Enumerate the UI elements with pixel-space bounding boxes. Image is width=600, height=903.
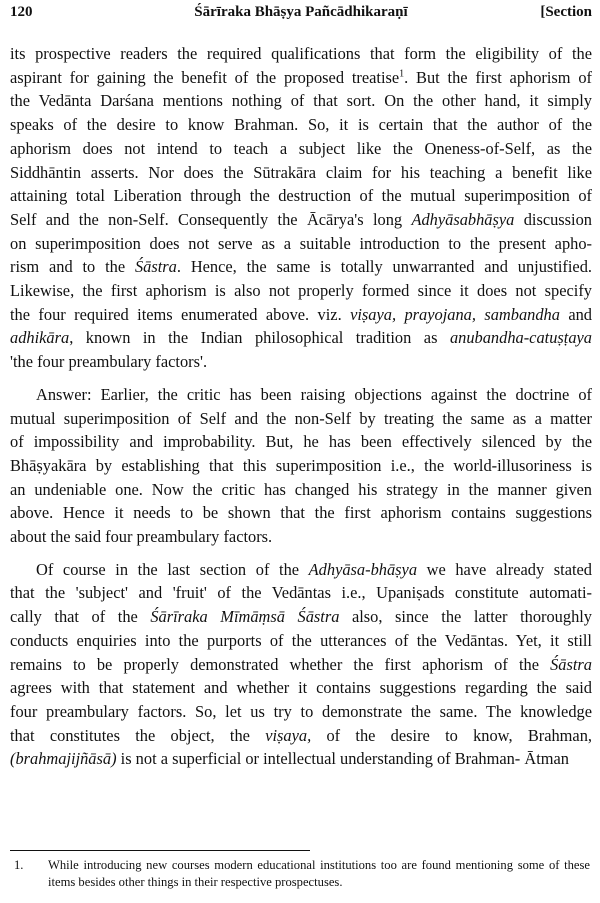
footnote-text: While introducing new courses modern educational institutions too are found mentioning some of these items besides other things in their respective prospectuses. <box>48 858 590 889</box>
text-line: the Vedānta Darśana mentions nothing of that sort. On the other hand, it simply <box>10 91 592 111</box>
paragraph <box>10 42 592 374</box>
text-line: Likewise, the first aphorism is also not properly formed since it does not specify <box>10 281 592 301</box>
text-line: that constitutes the object, the viṣaya, of the desire to know, Brahman, <box>10 725 592 745</box>
text-line: Siddhāntin asserts. Nor does the Sūtrakāra claim for his teaching a benefit like <box>10 162 592 182</box>
text-line: cally that of the Śārīraka Mīmāṃsā Śāstra also, since the latter thoroughly <box>10 607 593 627</box>
paragraph <box>10 383 592 549</box>
page-number: 120 <box>10 4 33 20</box>
text-line: aspirant for gaining the benefit of the proposed treatise$^1$. But the first aphorism of <box>10 67 592 87</box>
text-line: mutual superimposition of Self and the non-Self by treating the same as a matter <box>10 408 592 428</box>
footnote-number: 1. <box>14 858 24 872</box>
text-line: 'the four preambulary factors'. <box>10 352 208 372</box>
section-label: [Section <box>540 4 592 20</box>
text-line: agrees with that statement and whether it contains suggestions regarding the said <box>10 678 592 698</box>
text-line: remains to be properly demonstrated whether the first aphorism of the Śāstra <box>10 654 592 674</box>
text-line: aphorism does not intend to teach a subject like the Oneness-of-Self, as the <box>10 138 592 158</box>
text-line: of impossibility and improbability. But, he has been effectively silenced by the <box>10 432 592 452</box>
footnote <box>14 857 590 891</box>
text-line: about the said four preambulary factors. <box>10 527 273 547</box>
text-line: adhikāra, known in the Indian philosophical tradition as anubandha-catuṣṭaya <box>10 328 592 348</box>
footnote-divider <box>10 850 310 851</box>
text-line: on superimposition does not serve as a suitable introduction to the present apho- <box>10 233 592 253</box>
running-title: Śārīraka Bhāṣya Pañcādhikaraṇī <box>194 4 408 20</box>
text-line: Answer: Earlier, the critic has been raising objections against the doctrine of <box>36 384 592 404</box>
text-line: Self and the non-Self. Consequently the Ācārya's long Adhyāsabhāṣya discussion <box>10 209 592 229</box>
text-line: Bhāṣyakāra by establishing that this superimposition i.e., the world-illusoriness is <box>10 455 592 475</box>
body-text <box>10 42 592 771</box>
paragraph <box>10 558 592 771</box>
text-line: (brahmajijñāsā) is not a superficial or intellectual understanding of Brahman- Ātman <box>10 749 569 769</box>
text-line: above. Hence it needs to be shown that the first aphorism contains suggestions <box>10 503 592 523</box>
text-line: that the 'subject' and 'fruit' of the Vedāntas i.e., Upaniṣads constitute automati- <box>10 583 592 603</box>
text-line: attaining total Liberation through the destruction of the mutual superimposition of <box>10 186 592 206</box>
text-line: rism and to the Śāstra. Hence, the same is totally unwarranted and unjustified. <box>10 257 592 277</box>
text-line: conducts enquiries into the purports of the utterances of the Vedāntas. Yet, it still <box>10 630 592 650</box>
text-line: speaks of the desire to know Brahman. So, it is certain that the author of the <box>10 115 592 135</box>
page-header <box>10 4 592 28</box>
text-line: four preambulary factors. So, let us try to demonstrate the same. The knowledge <box>10 701 592 721</box>
text-line: Of course in the last section of the Adhyāsa-bhāṣya we have already stated <box>36 559 593 579</box>
text-line: the four required items enumerated above. viz. viṣaya, prayojana, sambandha and <box>10 304 593 324</box>
text-line: its prospective readers the required qualifications that form the eligibility of the <box>10 44 592 63</box>
text-line: an undeniable one. Now the critic has changed his strategy in the manner given <box>10 479 592 499</box>
